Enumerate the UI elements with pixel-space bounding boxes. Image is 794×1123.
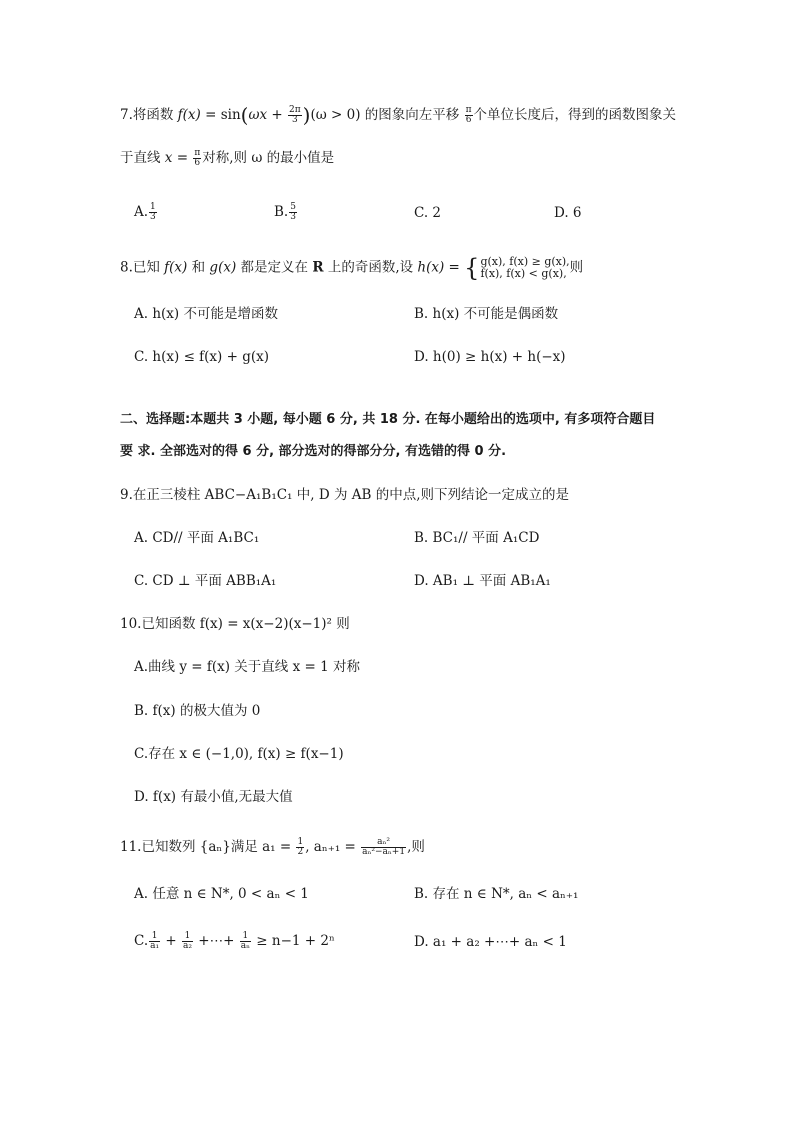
q11-stem: 11.已知数列 {aₙ}满足 a₁ = $\frac{1}{2}$ , aₙ₊₁ = $\frac{\text{aₙ²}}{\text{aₙ²−aₙ+1}}$ ,则 bbox=[120, 837, 425, 857]
q7-stem-line1: 7.将函数 f(x) = sin(ωx + $\frac{2\pi}{3}$ )(ω > 0) 的图象向左平移 $\frac{\pi}{6}$ 个单位长度后，得到的函数图象关 bbox=[120, 103, 677, 127]
q11-option-a: A. 任意 n ∈ N*, 0 < aₙ < 1 bbox=[134, 886, 309, 902]
q11-option-b: B. 存在 n ∈ N*, aₙ < aₙ₊₁ bbox=[414, 886, 579, 902]
q10-option-b: B. f(x) 的极大值为 0 bbox=[134, 703, 261, 719]
q7-phase-fraction: $\frac{2\pi}{3}$ bbox=[289, 105, 301, 125]
q11-a1-fraction: $\frac{1}{2}$ bbox=[297, 837, 304, 857]
q7-option-c: C. 2 bbox=[414, 205, 442, 221]
q9-stem: 9.在正三棱柱 ABC−A₁B₁C₁ 中, D 为 AB 的中点,则下列结论一定成立的是 bbox=[120, 487, 569, 503]
q11-recurrence-fraction: $\frac{\text{aₙ²}}{\text{aₙ²−aₙ+1}}$ bbox=[362, 837, 406, 857]
q8-stem: 8.已知 f(x) 和 g(x) 都是定义在 R 上的奇函数,设 h(x) = { g(x), f(x) ≥ g(x), f(x), f(x) < g(x), 则 bbox=[120, 254, 584, 282]
q8-option-c: C. h(x) ≤ f(x) + g(x) bbox=[134, 349, 269, 365]
q9-option-d: D. AB₁ ⊥ 平面 AB₁A₁ bbox=[414, 573, 551, 589]
q11-option-d: D. a₁ + a₂ +⋯+ aₙ < 1 bbox=[414, 934, 567, 950]
q9-option-a: A. CD// 平面 A₁BC₁ bbox=[134, 530, 260, 546]
q8-option-d: D. h(0) ≥ h(x) + h(−x) bbox=[414, 349, 566, 365]
q7-option-a: A. $\frac{1}{3}$ bbox=[134, 202, 156, 222]
q10-option-c: C.存在 x ∈ (−1,0), f(x) ≥ f(x−1) bbox=[134, 746, 344, 762]
q8-option-a: A. h(x) 不可能是增函数 bbox=[134, 306, 278, 322]
q7-option-b: B. $\frac{5}{3}$ bbox=[274, 202, 296, 222]
q10-option-a: A.曲线 y = f(x) 关于直线 x = 1 对称 bbox=[134, 659, 360, 675]
section-2-heading-line2: 要 求. 全部选对的得 6 分, 部分选对的得部分分, 有选错的得 0 分. bbox=[120, 444, 507, 459]
q9-option-c: C. CD ⊥ 平面 ABB₁A₁ bbox=[134, 573, 277, 589]
q10-stem: 10.已知函数 f(x) = x(x−2)(x−1)² 则 bbox=[120, 616, 350, 632]
q7-shift-fraction: $\frac{\pi}{6}$ bbox=[465, 105, 472, 125]
section-2-heading-line1: 二、选择题:本题共 3 小题, 每小题 6 分, 共 18 分. 在每小题给出的选项中, 有多项符合题目 bbox=[120, 412, 656, 427]
q8-piecewise: g(x), f(x) ≥ g(x), f(x), f(x) < g(x), bbox=[480, 255, 570, 280]
q7-axis-fraction: $\frac{\pi}{6}$ bbox=[194, 148, 201, 168]
q9-option-b: B. BC₁// 平面 A₁CD bbox=[414, 530, 540, 546]
q7-stem-line2: 于直线 x = $\frac{\pi}{6}$ 对称,则 ω 的最小值是 bbox=[120, 148, 335, 168]
q8-option-b: B. h(x) 不可能是偶函数 bbox=[414, 306, 559, 322]
q7-option-d: D. 6 bbox=[554, 205, 582, 221]
q10-option-d: D. f(x) 有最小值,无最大值 bbox=[134, 789, 293, 805]
q11-option-c: C. $\frac{1}{\text{a₁}}$ + $\frac{1}{\text{a₂}}$ +⋯+ $\frac{1}{\text{aₙ}}$ ≥ n−1 + 2ⁿ bbox=[134, 931, 335, 951]
